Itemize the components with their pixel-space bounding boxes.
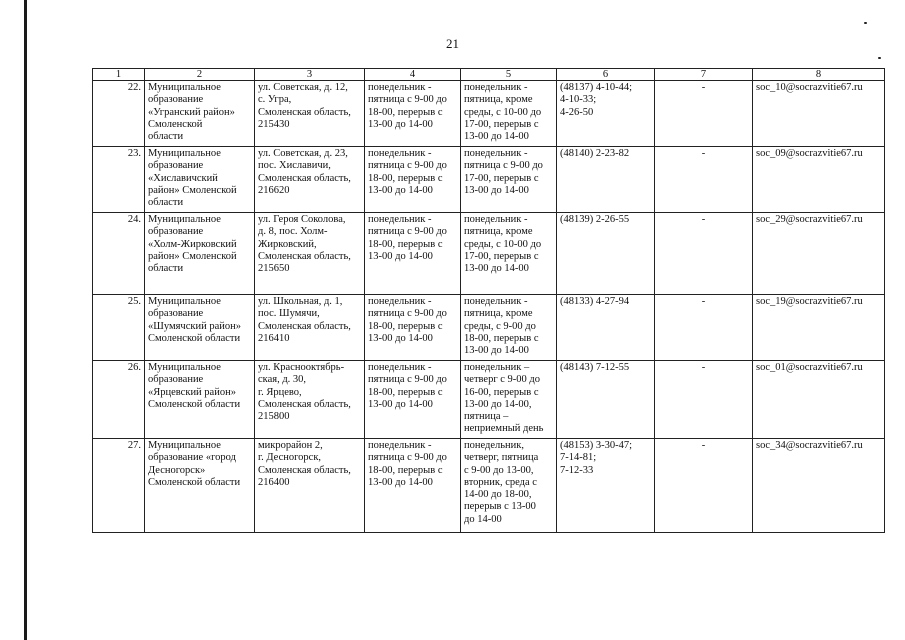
column-header: 8 [753, 69, 885, 81]
address: ул. Краснооктябрь- ская, д. 30, г. Ярцево, Смоленская область, 215800 [255, 361, 365, 439]
row-number: 27. [93, 439, 145, 533]
scan-margin-bar [24, 0, 27, 640]
table-row [93, 147, 885, 213]
table-row [93, 361, 885, 439]
email-address: soc_19@socrazvitie67.ru [753, 295, 885, 361]
column-header: 1 [93, 69, 145, 81]
scan-speck [864, 22, 867, 24]
column-7-value: - [655, 81, 753, 147]
row-number: 25. [93, 295, 145, 361]
working-hours: понедельник - пятница с 9-00 до 18-00, перерыв с 13-00 до 14-00 [365, 147, 461, 213]
row-number: 23. [93, 147, 145, 213]
email-address: soc_34@socrazvitie67.ru [753, 439, 885, 533]
column-7-value: - [655, 361, 753, 439]
working-hours: понедельник - пятница с 9-00 до 18-00, перерыв с 13-00 до 14-00 [365, 213, 461, 295]
table-row [93, 213, 885, 295]
header-row [93, 69, 885, 81]
reception-hours: понедельник - пятница с 9-00 до 17-00, перерыв с 13-00 до 14-00 [461, 147, 557, 213]
email-address: soc_29@socrazvitie67.ru [753, 213, 885, 295]
phone-numbers: (48137) 4-10-44; 4-10-33; 4-26-50 [557, 81, 655, 147]
column-7-value: - [655, 213, 753, 295]
organizations-table [92, 68, 885, 533]
column-header: 7 [655, 69, 753, 81]
email-address: soc_10@socrazvitie67.ru [753, 81, 885, 147]
phone-numbers: (48153) 3-30-47; 7-14-81; 7-12-33 [557, 439, 655, 533]
column-header: 2 [145, 69, 255, 81]
reception-hours: понедельник - пятница, кроме среды, с 10-00 до 17-00, перерыв с 13-00 до 14-00 [461, 213, 557, 295]
column-header: 4 [365, 69, 461, 81]
organization-name: Муниципальное образование «город Десногорск» Смоленской области [145, 439, 255, 533]
working-hours: понедельник - пятница с 9-00 до 18-00, перерыв с 13-00 до 14-00 [365, 439, 461, 533]
email-address: soc_09@socrazvitie67.ru [753, 147, 885, 213]
table-row [93, 81, 885, 147]
working-hours: понедельник - пятница с 9-00 до 18-00, перерыв с 13-00 до 14-00 [365, 361, 461, 439]
organization-name: Муниципальное образование «Хиславичский район» Смоленской области [145, 147, 255, 213]
table-row [93, 295, 885, 361]
address: микрорайон 2, г. Десногорск, Смоленская область, 216400 [255, 439, 365, 533]
column-header: 3 [255, 69, 365, 81]
phone-numbers: (48143) 7-12-55 [557, 361, 655, 439]
address: ул. Школьная, д. 1, пос. Шумячи, Смоленская область, 216410 [255, 295, 365, 361]
organization-name: Муниципальное образование «Ярцевский район» Смоленской области [145, 361, 255, 439]
phone-numbers: (48140) 2-23-82 [557, 147, 655, 213]
reception-hours: понедельник - пятница, кроме среды, с 9-00 до 18-00, перерыв с 13-00 до 14-00 [461, 295, 557, 361]
column-header: 6 [557, 69, 655, 81]
phone-numbers: (48139) 2-26-55 [557, 213, 655, 295]
reception-hours: понедельник, четверг, пятница с 9-00 до 13-00, вторник, среда с 14-00 до 18-00, перерыв с 13-00 до 14-00 [461, 439, 557, 533]
address: ул. Героя Соколова, д. 8, пос. Холм- Жирковский, Смоленская область, 215650 [255, 213, 365, 295]
scan-speck [878, 57, 881, 59]
organization-name: Муниципальное образование «Шумячский район» Смоленской области [145, 295, 255, 361]
organization-name: Муниципальное образование «Холм-Жирковский район» Смоленской области [145, 213, 255, 295]
table-row [93, 439, 885, 533]
address: ул. Советская, д. 12, с. Угра, Смоленская область, 215430 [255, 81, 365, 147]
column-7-value: - [655, 295, 753, 361]
reception-hours: понедельник – четверг с 9-00 до 16-00, перерыв с 13-00 до 14-00, пятница – неприемный день [461, 361, 557, 439]
address: ул. Советская, д. 23, пос. Хиславичи, Смоленская область, 216620 [255, 147, 365, 213]
row-number: 26. [93, 361, 145, 439]
row-number: 24. [93, 213, 145, 295]
reception-hours: понедельник - пятница, кроме среды, с 10-00 до 17-00, перерыв с 13-00 до 14-00 [461, 81, 557, 147]
column-7-value: - [655, 439, 753, 533]
phone-numbers: (48133) 4-27-94 [557, 295, 655, 361]
column-header: 5 [461, 69, 557, 81]
page-number: 21 [446, 36, 459, 51]
working-hours: понедельник - пятница с 9-00 до 18-00, перерыв с 13-00 до 14-00 [365, 295, 461, 361]
row-number: 22. [93, 81, 145, 147]
email-address: soc_01@socrazvitie67.ru [753, 361, 885, 439]
column-7-value: - [655, 147, 753, 213]
organization-name: Муниципальное образование «Угранский район» Смоленской области [145, 81, 255, 147]
working-hours: понедельник - пятница с 9-00 до 18-00, перерыв с 13-00 до 14-00 [365, 81, 461, 147]
